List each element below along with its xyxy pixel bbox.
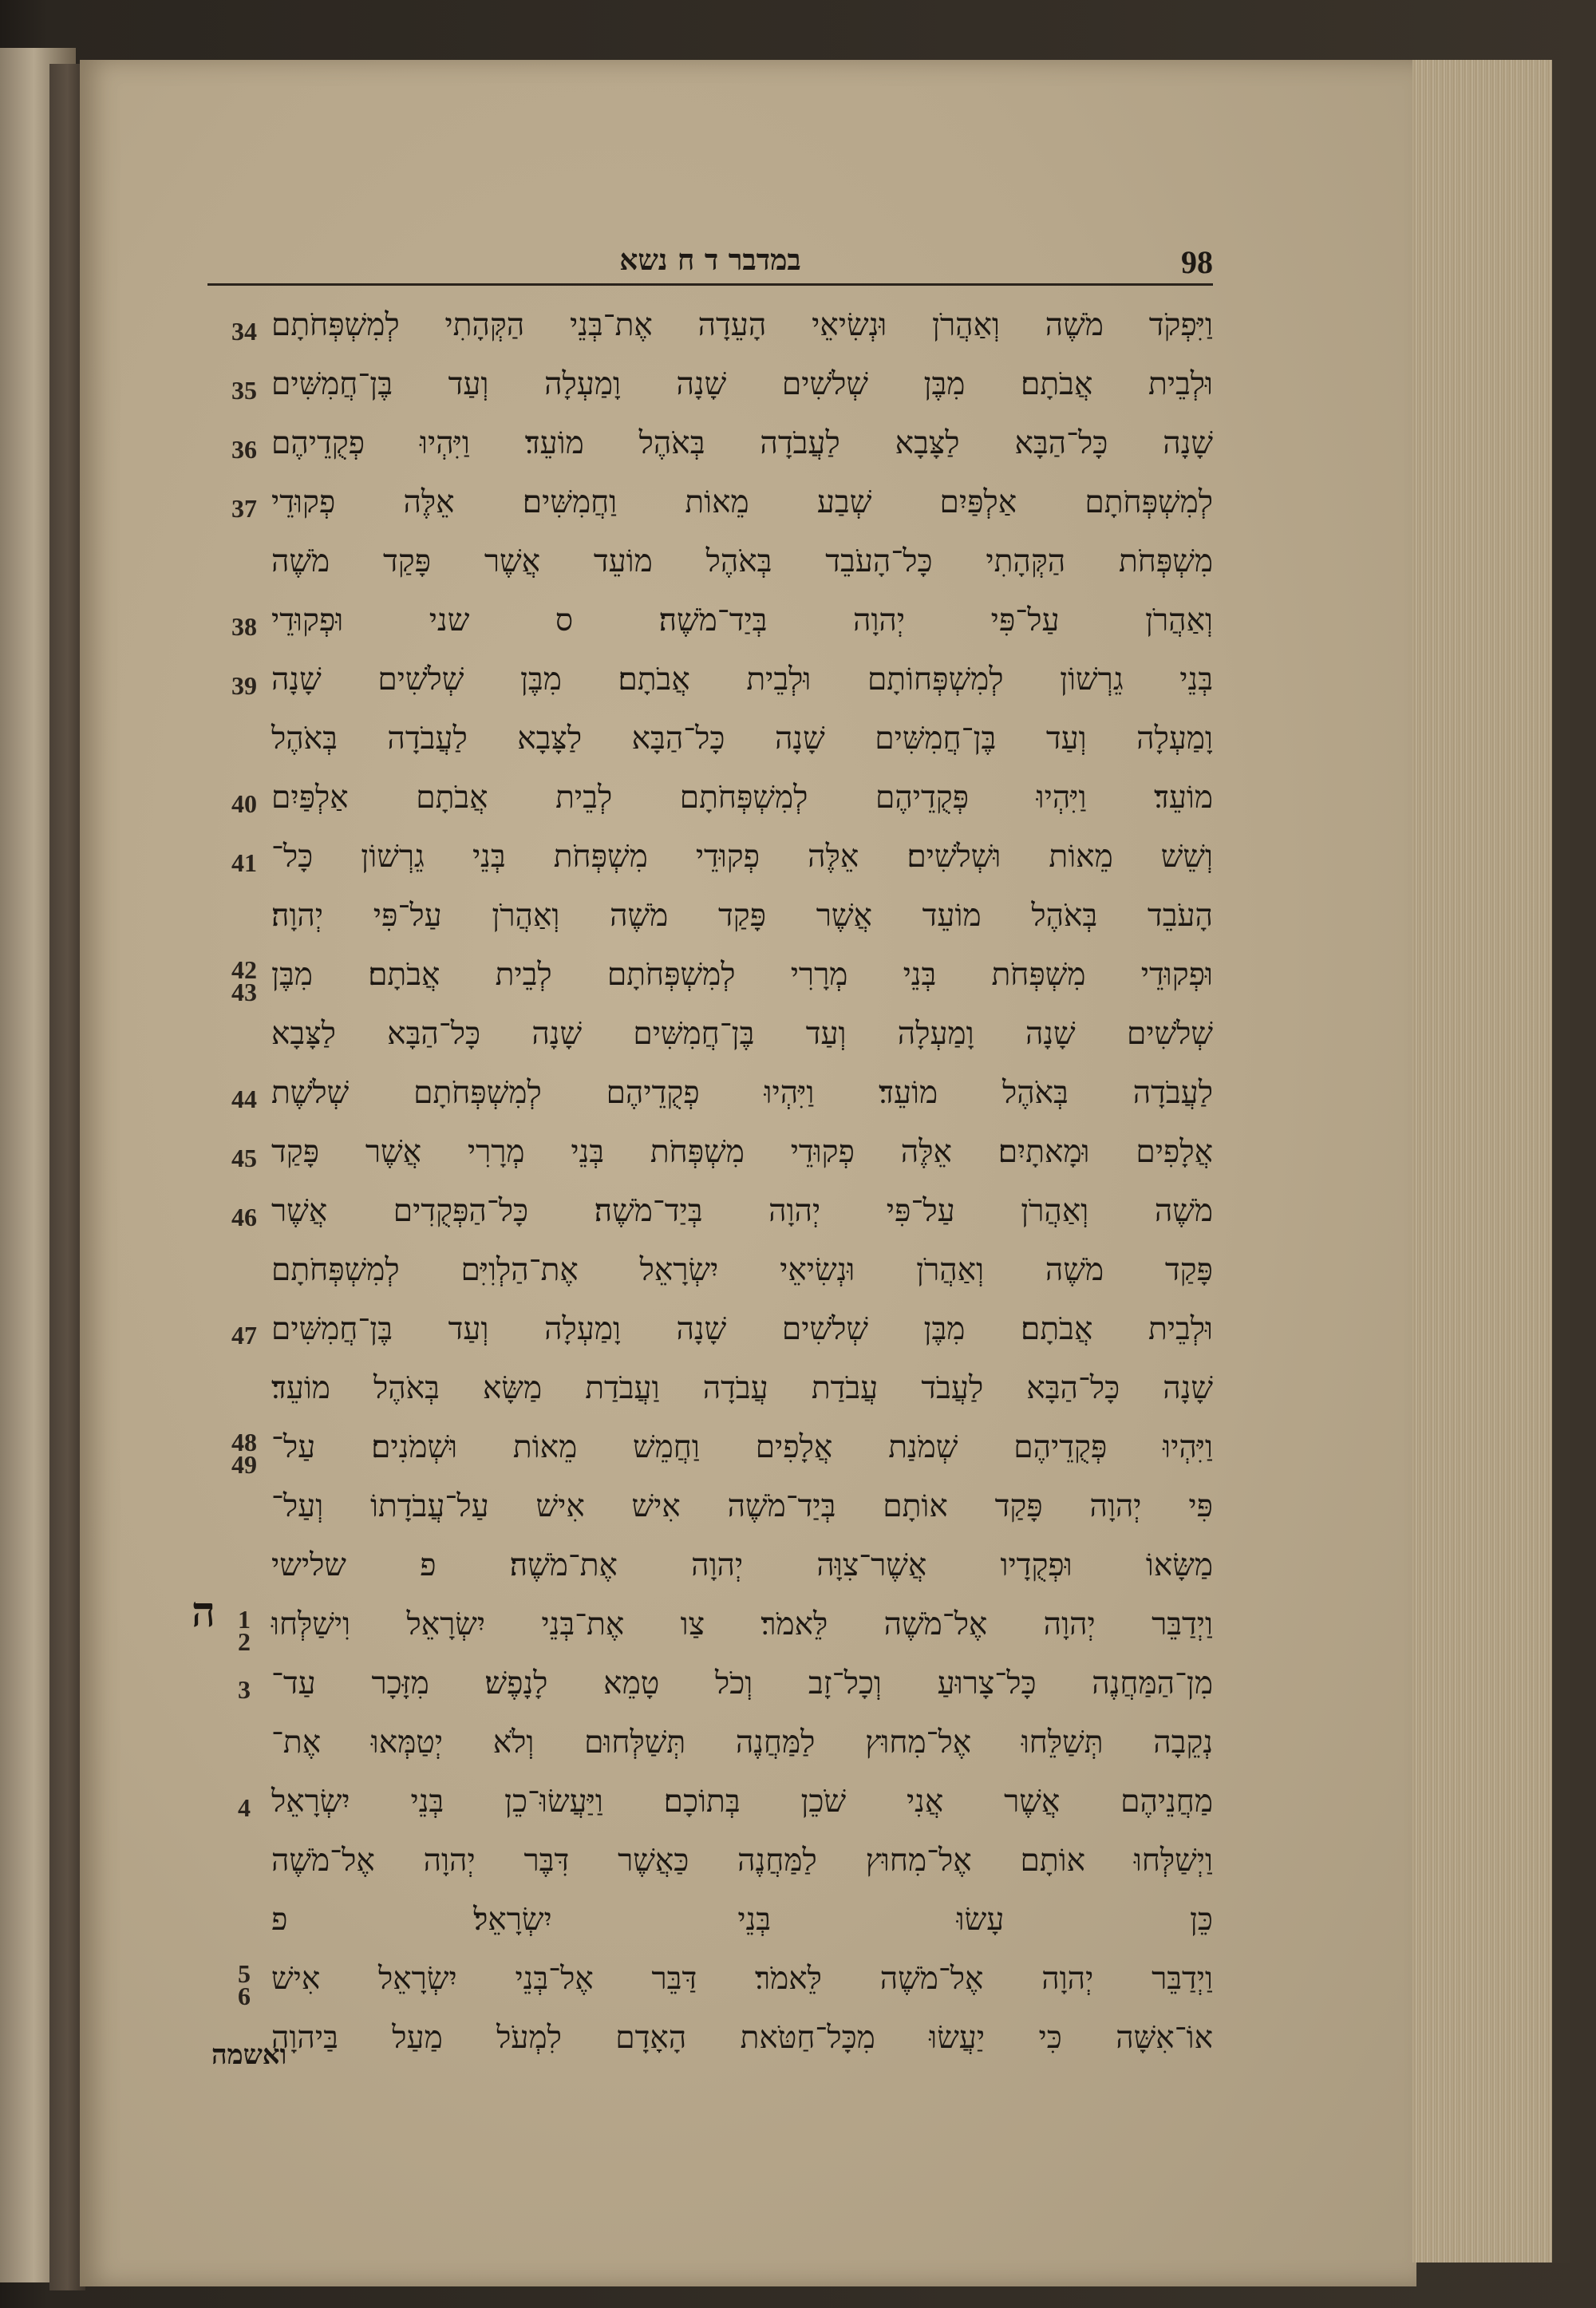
page-edges: [1412, 60, 1570, 2263]
text-line: בְּנֵי גֵרְשׁוֹן לְמִשְׁפְּחוֹתָם וּלְבֵית אֲבֹתָם׃ מִבֶּן שְׁלֹשִׁים שָׁנָה: [271, 662, 1213, 698]
running-head: במדבר ד ח נשא: [619, 243, 801, 277]
verse-number: 42: [231, 955, 257, 984]
text-line: פָּקַד מֹשֶׁה וְאַהֲרֹן וּנְשִׂיאֵי יִשְׂרָאֵל אֶת־הַלְוִיִּם לְמִשְׁפְּחֹתָם: [271, 1252, 1213, 1288]
text-line: וְאַהֲרֹן עַל־פִּי יְהוָה בְּיַד־מֹשֶׁה׃ ס שני וּפְקוּדֵי: [271, 603, 1213, 638]
text-line: וּפְקוּדֵי מִשְׁפְּחֹת בְּנֵי מְרָרִי לְמִשְׁפְּחֹתָם לְבֵית אֲבֹתָם׃ מִבֶּן: [271, 957, 1213, 993]
text-line: וַיְדַבֵּר יְהוָה אֶל־מֹשֶׁה לֵּאמֹר׃ צַו אֶת־בְּנֵי יִשְׂרָאֵל וִישַׁלְּחוּ: [271, 1607, 1213, 1642]
verse-number: 45: [231, 1144, 257, 1172]
text-line: מִן־הַמַּחֲנֶה כָּל־צָרוּעַ וְכָל־זָב וְכֹל טָמֵא לָנָפֶשׁ׃ מִזָּכָר עַד־: [271, 1666, 1213, 1701]
verse-number: 6: [238, 1982, 251, 2010]
verse-number: 1: [238, 1605, 251, 1634]
text-line: אוֹ־אִשָּׁה כִּי יַעֲשׂוּ מִכָּל־חַטֹּאת הָאָדָם לִמְעֹל מַעַל בַּיהוָה: [271, 2020, 1213, 2056]
verse-number: 41: [231, 848, 257, 877]
verse-number: 2: [238, 1627, 251, 1656]
text-line: לַעֲבֹדָה בְּאֹהֶל מוֹעֵד׃ וַיִּהְיוּ פְקֻדֵיהֶם לְמִשְׁפְּחֹתָם שְׁלֹשֶׁת: [271, 1075, 1213, 1111]
verse-number: 47: [231, 1321, 257, 1350]
verse-number: 38: [231, 612, 257, 641]
verse-number: 39: [231, 671, 257, 700]
verse-number: 4: [238, 1793, 251, 1822]
text-line: פִּי יְהוָה פָּקַד אוֹתָם בְּיַד־מֹשֶׁה אִישׁ אִישׁ עַל־עֲבֹדָתוֹ וְעַל־: [271, 1488, 1213, 1524]
verse-number: 5: [238, 1959, 251, 1988]
page-number: 98: [1181, 244, 1213, 280]
text-line: לְמִשְׁפְּחֹתָם אַלְפַּיִם שְׁבַע מֵאוֹת וַחֲמִשִּׁים׃ אֵלֶּה פְקוּדֵי: [271, 484, 1213, 520]
text-line: שְׁלֹשִׁים שָׁנָה וָמַעְלָה וְעַד בֶּן־חֲמִשִּׁים שָׁנָה כָּל־הַבָּא לַצָּבָא: [271, 1016, 1213, 1052]
text-line: וַיִּהְיוּ פְּקֻדֵיהֶם שְׁמֹנַת אֲלָפִים וַחֲמֵשׁ מֵאוֹת וּשְׁמֹנִים׃ עַל־: [271, 1429, 1213, 1465]
text-line: וַיְדַבֵּר יְהוָה אֶל־מֹשֶׁה לֵּאמֹר׃ דַּבֵּר אֶל־בְּנֵי יִשְׂרָאֵל אִישׁ: [271, 1961, 1213, 1997]
verse-number: 49: [231, 1450, 257, 1479]
text-line: הָעֹבֵד בְּאֹהֶל מוֹעֵד אֲשֶׁר פָּקַד מֹשֶׁה וְאַהֲרֹן עַל־פִּי יְהוָה׃: [271, 898, 1213, 934]
text-line: מַחֲנֵיהֶם אֲשֶׁר אֲנִי שֹׁכֵן בְּתוֹכָם׃ וַיַּעֲשׂוּ־כֵן בְּנֵי יִשְׂרָאֵל: [271, 1784, 1213, 1820]
verse-number: 44: [231, 1085, 257, 1113]
text-line: מֹשֶׁה וְאַהֲרֹן עַל־פִּי יְהוָה בְּיַד־מֹשֶׁה׃ כָּל־הַפְּקֻדִים אֲשֶׁר: [271, 1193, 1213, 1229]
verse-number: 48: [231, 1428, 257, 1456]
text-line: שָׁנָה כָּל־הַבָּא לַצָּבָא לַעֲבֹדָה בְּאֹהֶל מוֹעֵד׃ וַיִּהְיוּ פְקֻדֵיהֶם: [271, 425, 1213, 461]
text-line: וָמַעְלָה וְעַד בֶּן־חֲמִשִּׁים שָׁנָה כָּל־הַבָּא לַצָּבָא לַעֲבֹדָה בְּאֹהֶל: [271, 721, 1213, 757]
text-line: מַשָּׂאוֹ וּפְקֻדָיו אֲשֶׁר־צִוָּה יְהוָה אֶת־מֹשֶׁה׃ פ שלישי: [271, 1547, 1213, 1583]
verse-number: 37: [231, 494, 257, 523]
text-line: וּלְבֵית אֲבֹתָם׃ מִבֶּן שְׁלֹשִׁים שָׁנָה וָמַעְלָה וְעַד בֶּן־חֲמִשִּׁים: [271, 1311, 1213, 1347]
text-line: אֲלָפִים וּמָאתָיִם׃ אֵלֶּה פְקוּדֵי מִשְׁפְּחֹת בְּנֵי מְרָרִי אֲשֶׁר פָּקַד: [271, 1134, 1213, 1170]
verse-number: 3: [238, 1675, 251, 1704]
text-line: וַיְשַׁלְּחוּ אוֹתָם אֶל־מִחוּץ לַמַּחֲנֶה כַּאֲשֶׁר דִּבֶּר יְהוָה אֶל־מֹשֶׁה: [271, 1843, 1213, 1879]
verse-number: 35: [231, 376, 257, 405]
verse-number: 40: [231, 789, 257, 818]
verse-number: 46: [231, 1203, 257, 1231]
text-line: מִשְׁפְּחֹת הַקְּהָתִי כָּל־הָעֹבֵד בְּאֹהֶל מוֹעֵד אֲשֶׁר פָּקַד מֹשֶׁה: [271, 543, 1213, 579]
text-line: כֵּן עָשׂוּ בְּנֵי יִשְׂרָאֵל׃ פ: [271, 1902, 1213, 1938]
verse-number: 34: [231, 317, 257, 346]
verse-number: 43: [231, 978, 257, 1006]
text-line: וְשֵׁשׁ מֵאוֹת וּשְׁלֹשִׁים׃ אֵלֶּה פְקוּדֵי מִשְׁפְּחֹת בְּנֵי גֵרְשׁוֹן כָּל־: [271, 839, 1213, 875]
header-rule: [207, 283, 1213, 286]
verse-number: 36: [231, 435, 257, 464]
text-line: נְקֵבָה תְּשַׁלֵּחוּ אֶל־מִחוּץ לַמַּחֲנֶה תְּשַׁלְּחוּם וְלֹא יְטַמְּאוּ אֶת־: [271, 1725, 1213, 1761]
text-line: מוֹעֵד׃ וַיִּהְיוּ פְּקֻדֵיהֶם לְמִשְׁפְּחֹתָם לְבֵית אֲבֹתָם אַלְפַּיִם: [271, 780, 1213, 816]
text-line: שָׁנָה כָּל־הַבָּא לַעֲבֹד עֲבֹדַת עֲבֹדָה וַעֲבֹדַת מַשָּׂא בְּאֹהֶל מוֹעֵד׃: [271, 1370, 1213, 1406]
text-line: וּלְבֵית אֲבֹתָם׃ מִבֶּן שְׁלֹשִׁים שָׁנָה וָמַעְלָה וְעַד בֶּן־חֲמִשִּׁים: [271, 366, 1213, 402]
text-line: וַיִּפְקֹד מֹשֶׁה וְאַהֲרֹן וּנְשִׂיאֵי הָעֵדָה אֶת־בְּנֵי הַקְּהָתִי לְמִשְׁפְּחֹתָם: [271, 307, 1213, 343]
catchword: ואשמה: [211, 2039, 287, 2071]
chapter-mark: ה: [192, 1588, 215, 1637]
